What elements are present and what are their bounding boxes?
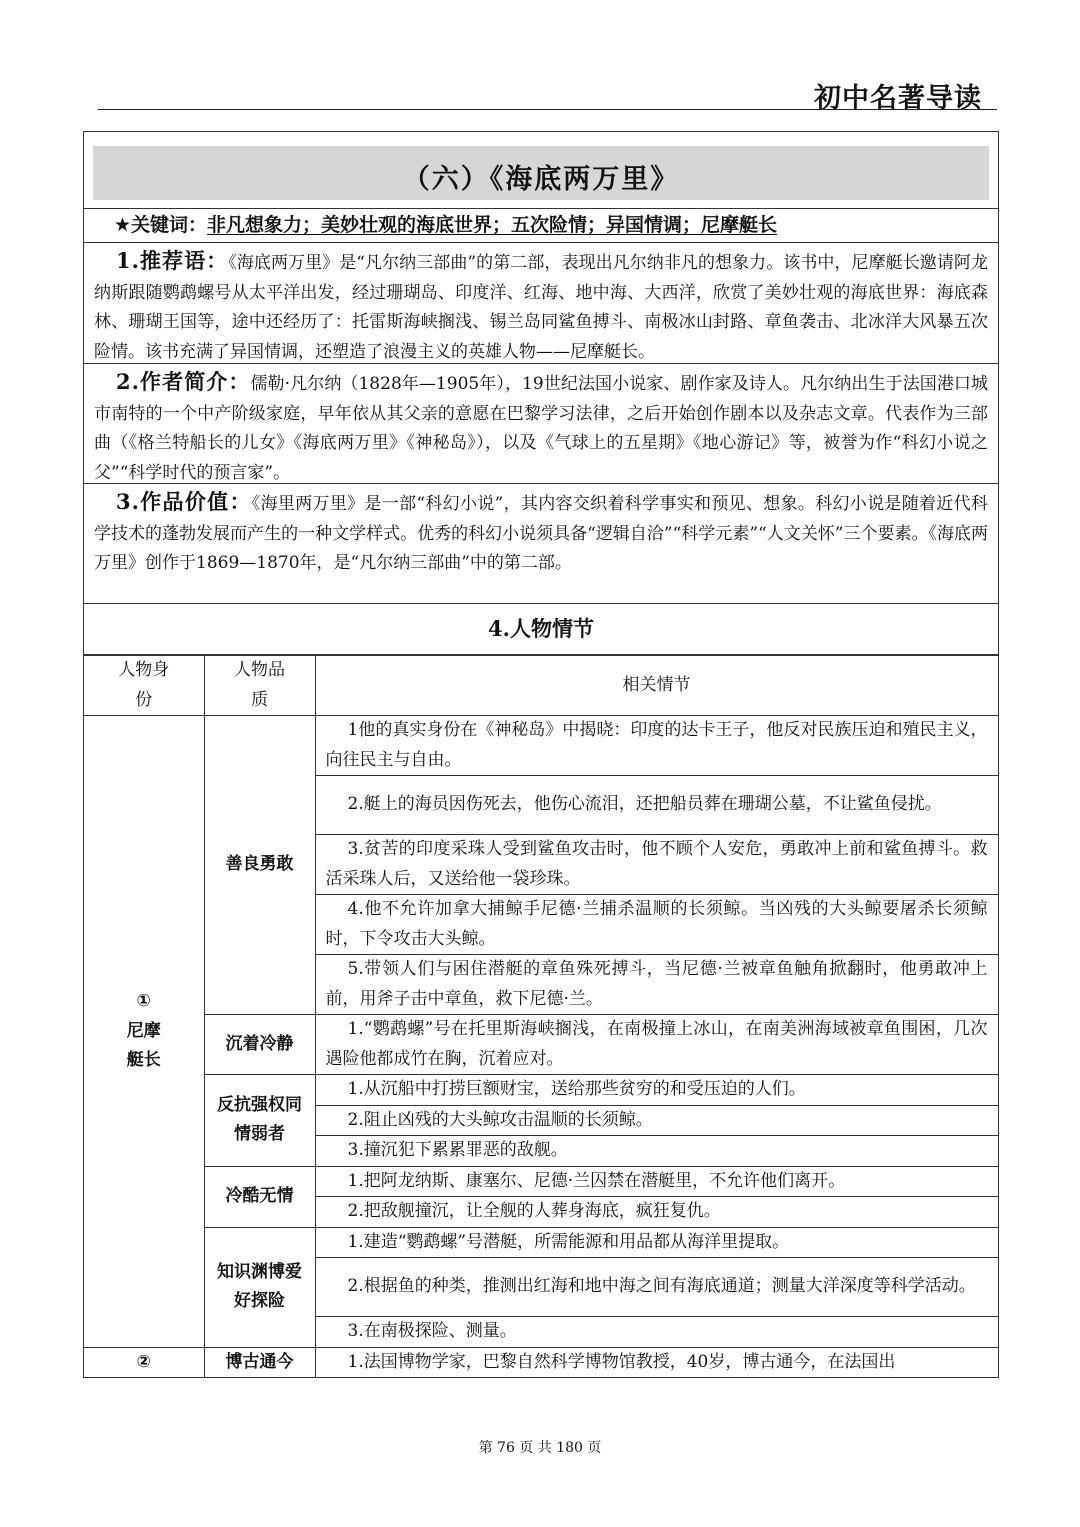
plot-cell: 3.贫苦的印度采珠人受到鲨鱼攻击时，他不顾个人安危，勇敢冲上前和鲨鱼搏斗。救活采珠人后，又送给他一袋珍珠。: [315, 835, 998, 895]
value-head: 3.作品价值：: [116, 489, 252, 514]
keywords-row: [84, 209, 998, 243]
author-paragraph: [84, 364, 998, 484]
author-text: 儒勒·凡尔纳（1828年—1905年），19世纪法国小说家、剧作家及诗人。凡尔纳出生于法国港口城市南特的一个中产阶级家庭，早年依从其父亲的意愿在巴黎学习法律，之后开始创作剧本以及杂志文章。代表作为三部曲（《格兰特船长的儿女》《海底两万里》《神秘岛》），以及《气球上的五星期》《地心游记》等，被誉为作“科幻小说之父”“科学时代的预言家”。: [94, 374, 988, 483]
header-identity: 人物身份: [84, 656, 204, 716]
header-quality: 人物品质: [204, 656, 315, 716]
keywords-label: ★关键词：: [114, 214, 208, 236]
quality-calm: 沉着冷静: [204, 1015, 315, 1075]
plot-cell: 1.法国博物学家，巴黎自然科学博物馆教授，40岁，博古通今，在法国出: [315, 1347, 998, 1378]
page-header-title: 初中名著导读: [814, 83, 982, 114]
plot-cell: 4.他不允许加拿大捕鲸手尼德·兰捕杀温顺的长须鲸。当凶残的大头鲸要屠杀长须鲸时，下令攻击大头鲸。: [315, 895, 998, 955]
title-row: [84, 132, 998, 209]
plot-cell: 2.根据鱼的种类，推测出红海和地中海之间有海底通道；测量大洋深度等科学活动。: [315, 1258, 998, 1317]
table-row: [84, 1347, 998, 1378]
quality-cold: 冷酷无情: [204, 1166, 315, 1227]
plot-cell: 2.阻止凶残的大头鲸攻击温顺的长须鲸。: [315, 1105, 998, 1136]
table-row: [84, 1015, 998, 1075]
quality-knowledge: 知识渊博爱好探险: [204, 1227, 315, 1347]
plot-cell: 1.从沉船中打捞巨额财宝，送给那些贫穷的和受压迫的人们。: [315, 1075, 998, 1106]
plot-cell: 3.在南极探险、测量。: [315, 1317, 998, 1348]
character-table: [84, 655, 999, 1378]
plot-cell: 3.撞沉犯下累累罪恶的敌舰。: [315, 1136, 998, 1167]
character-1-num: ①: [136, 991, 151, 1011]
section-title: （六）《海底两万里》: [93, 146, 989, 200]
section4-title: 4.人物情节: [84, 604, 998, 655]
header-rule: [98, 109, 997, 110]
quality-kind-brave: 善良勇敢: [204, 716, 315, 1015]
plot-cell: 1.建造“鹦鹉螺”号潜艇，所需能源和用品都从海洋里提取。: [315, 1227, 998, 1258]
table-row: [84, 716, 998, 776]
table-row: [84, 1166, 998, 1197]
keywords-text: 非凡想象力；美妙壮观的海底世界；五次险情；异国情调；尼摩艇长: [207, 214, 778, 236]
author-head: 2.作者简介：: [116, 369, 251, 394]
value-text: 《海里两万里》是一部“科幻小说”，其内容交织着科学事实和预见、想象。科幻小说是随着近代科学技术的蓬勃发展而产生的一种文学样式。优秀的科幻小说须具备“逻辑自洽”“科学元素”“人文关怀”三个要素。《海底两万里》创作于1869—1870年，是“凡尔纳三部曲”中的第二部。: [94, 494, 988, 573]
recommendation-head: 1.推荐语：: [116, 248, 229, 273]
table-row: [84, 1075, 998, 1106]
quality-resist-power: 反抗强权同情弱者: [204, 1075, 315, 1167]
header-plot: 相关情节: [315, 656, 998, 716]
quality-erudite: 博古通今: [204, 1347, 315, 1378]
character-2-num: ②: [84, 1347, 204, 1378]
recommendation-text: 《海底两万里》是“凡尔纳三部曲”的第二部，表现出凡尔纳非凡的想象力。该书中，尼摩艇长邀请阿龙纳斯跟随鹦鹉螺号从太平洋出发，经过珊瑚岛、印度洋、红海、地中海、大西洋，欣赏了美妙壮观的海底世界：海底森林、珊瑚王国等，途中还经历了：托雷斯海峡搁浅、锡兰岛同鲨鱼搏斗、南极冰山封路、章鱼袭击、北冰洋大风暴五次险情。该书充满了异国情调，还塑造了浪漫主义的英雄人物——尼摩艇长。: [94, 253, 988, 362]
recommendation-paragraph: [84, 243, 998, 364]
plot-cell: 2.把敌舰撞沉，让全舰的人葬身海底，疯狂复仇。: [315, 1197, 998, 1228]
plot-cell: 1.把阿龙纳斯、康塞尔、尼德·兰囚禁在潜艇里，不允许他们离开。: [315, 1166, 998, 1197]
table-row: [84, 1227, 998, 1258]
character-1-name: 尼摩艇长: [126, 1020, 161, 1070]
plot-cell: 1.“鹦鹉螺”号在托里斯海峡搁浅，在南极撞上冰山，在南美洲海域被章鱼围困，几次遇险他都成竹在胸，沉着应对。: [315, 1015, 998, 1075]
table-header-row: [84, 656, 998, 716]
plot-cell: 2.艇上的海员因伤死去，他伤心流泪，还把船员葬在珊瑚公墓，不让鲨鱼侵扰。: [315, 776, 998, 835]
page-footer: 第 76 页 共 180 页: [478, 1440, 602, 1456]
character-1-identity: [84, 716, 204, 1348]
content-table: [83, 131, 999, 1378]
plot-cell: 5.带领人们与困住潜艇的章鱼殊死搏斗，当尼德·兰被章鱼触角掀翻时，他勇敢冲上前，用斧子击中章鱼，救下尼德·兰。: [315, 955, 998, 1015]
value-paragraph: [84, 484, 998, 604]
plot-cell: 1他的真实身份在《神秘岛》中揭晓：印度的达卡王子，他反对民族压迫和殖民主义，向往民主与自由。: [315, 716, 998, 776]
